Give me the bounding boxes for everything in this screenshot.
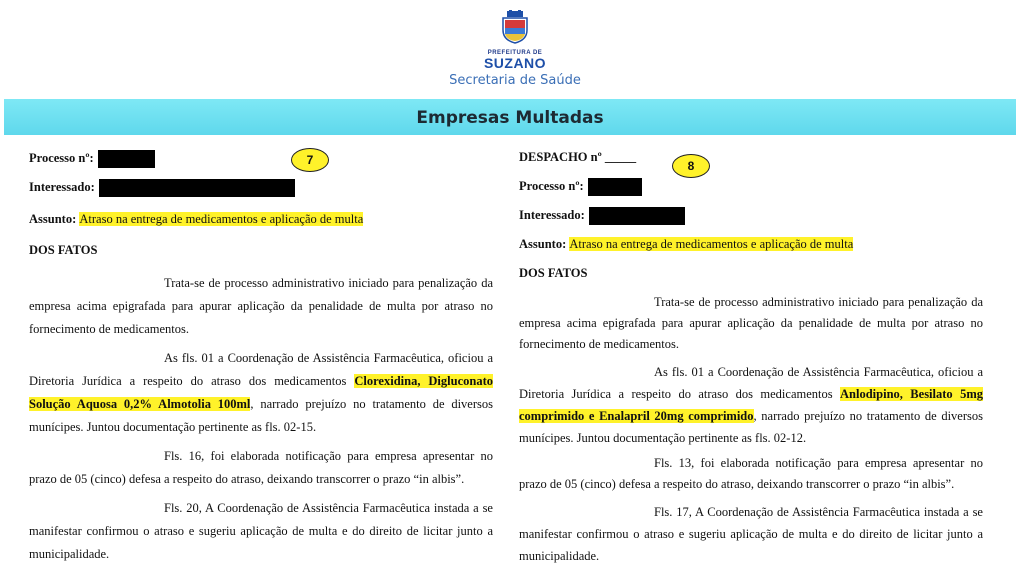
paragraph-text: , narrado prejuízo no tratamento de diversos munícipes. Juntou documentação pertinente as fls. 02-12. [519,409,983,445]
paragraph-text: Trata-se de processo administrativo iniciado para penalização da empresa acima epigrafada para apurar aplicação da penalidade de multa por atraso no fornecimento de medicamentos. [29,276,493,336]
paragraph-1 [519,292,983,355]
assunto-field [29,212,363,227]
processo-label: Processo nº: [519,178,584,193]
medication-highlight: Clorexidina, Digluconato Solução Aquosa 0,2% Almotolia 100ml [29,374,493,411]
paragraph-text: As fls. 01 a Coordenação de Assistência Farmacêutica, oficiou a Diretoria Jurídica a respeito do atraso dos medicamentos [519,365,983,401]
despacho-field: DESPACHO nº _____ [519,150,637,164]
city-name: SUZANO [483,55,547,71]
assunto-label: Assunto: [519,237,567,251]
paragraph-text: Fls. 13, foi elaborada notificação para empresa apresentar no prazo de 05 (cinco) defesa a respeito do atraso, deixando transcorrer o prazo “in albis”. [519,456,983,491]
assunto-value: Atraso na entrega de medicamentos e aplicação de multa [79,212,364,226]
assunto-value: Atraso na entrega de medicamentos e aplicação de multa [569,237,854,251]
paragraph-text: As fls. 01 a Coordenação de Assistência Farmacêutica, oficiou a Diretoria Jurídica a respeito do atraso dos medicamentos [29,351,493,388]
left-document [29,145,493,575]
paragraph-4 [519,501,983,567]
dos-fatos-heading: DOS FATOS [29,243,98,257]
right-document [519,145,983,575]
paragraph-text: Fls. 20, A Coordenação de Assistência Farmacêutica instada a se manifestar confirmou o atraso e sugeriu aplicação de multa e do direito de licitar junto a municipalidade. [29,501,493,561]
redacted-box [98,150,155,168]
paragraph-2 [29,347,493,439]
paragraph-3 [29,445,493,491]
dos-fatos-heading: DOS FATOS [519,266,588,280]
badge-7: 7 [291,148,329,172]
interessado-field [519,207,685,225]
redacted-box [589,207,685,225]
paragraph-text: Fls. 17, A Coordenação de Assistência Farmacêutica instada a se manifestar confirmou o atraso e sugeriu aplicação de multa e do direito de licitar junto a municipalidade. [519,505,983,563]
paragraph-text: , narrado prejuízo no tratamento de diversos munícipes. Juntou documentação pertinente as fls. 02-15. [29,397,493,434]
redacted-box [588,178,642,196]
interessado-label: Interessado: [519,207,585,222]
processo-field [519,178,642,196]
processo-field [29,150,155,168]
medication-highlight: Anlodipino, Besilato 5mg comprimido e Enalapril 20mg comprimido [519,387,983,423]
city-crest-icon [498,10,532,44]
processo-label: Processo nº: [29,150,94,165]
interessado-field [29,179,295,197]
paragraph-3 [519,453,983,495]
paragraph-4 [29,497,493,566]
badge-8: 8 [672,154,710,178]
secretaria-label: Secretaria de Saúde [449,73,581,88]
interessado-label: Interessado: [29,179,95,194]
paragraph-1 [29,272,493,341]
prefeitura-label: PREFEITURA DE [487,50,543,56]
redacted-box [99,179,295,197]
paragraph-text: Fls. 16, foi elaborada notificação para empresa apresentar no prazo de 05 (cinco) defesa a respeito do atraso, deixando transcorrer o prazo “in albis”. [29,449,493,486]
assunto-label: Assunto: [29,212,77,226]
paragraph-text: Trata-se de processo administrativo iniciado para penalização da empresa acima epigrafada para apurar aplicação da penalidade de multa por atraso no fornecimento de medicamentos. [519,295,983,351]
page-title: Empresas Multadas [416,108,604,128]
paragraph-2 [519,361,983,449]
assunto-field [519,237,853,252]
title-banner [4,99,1016,135]
